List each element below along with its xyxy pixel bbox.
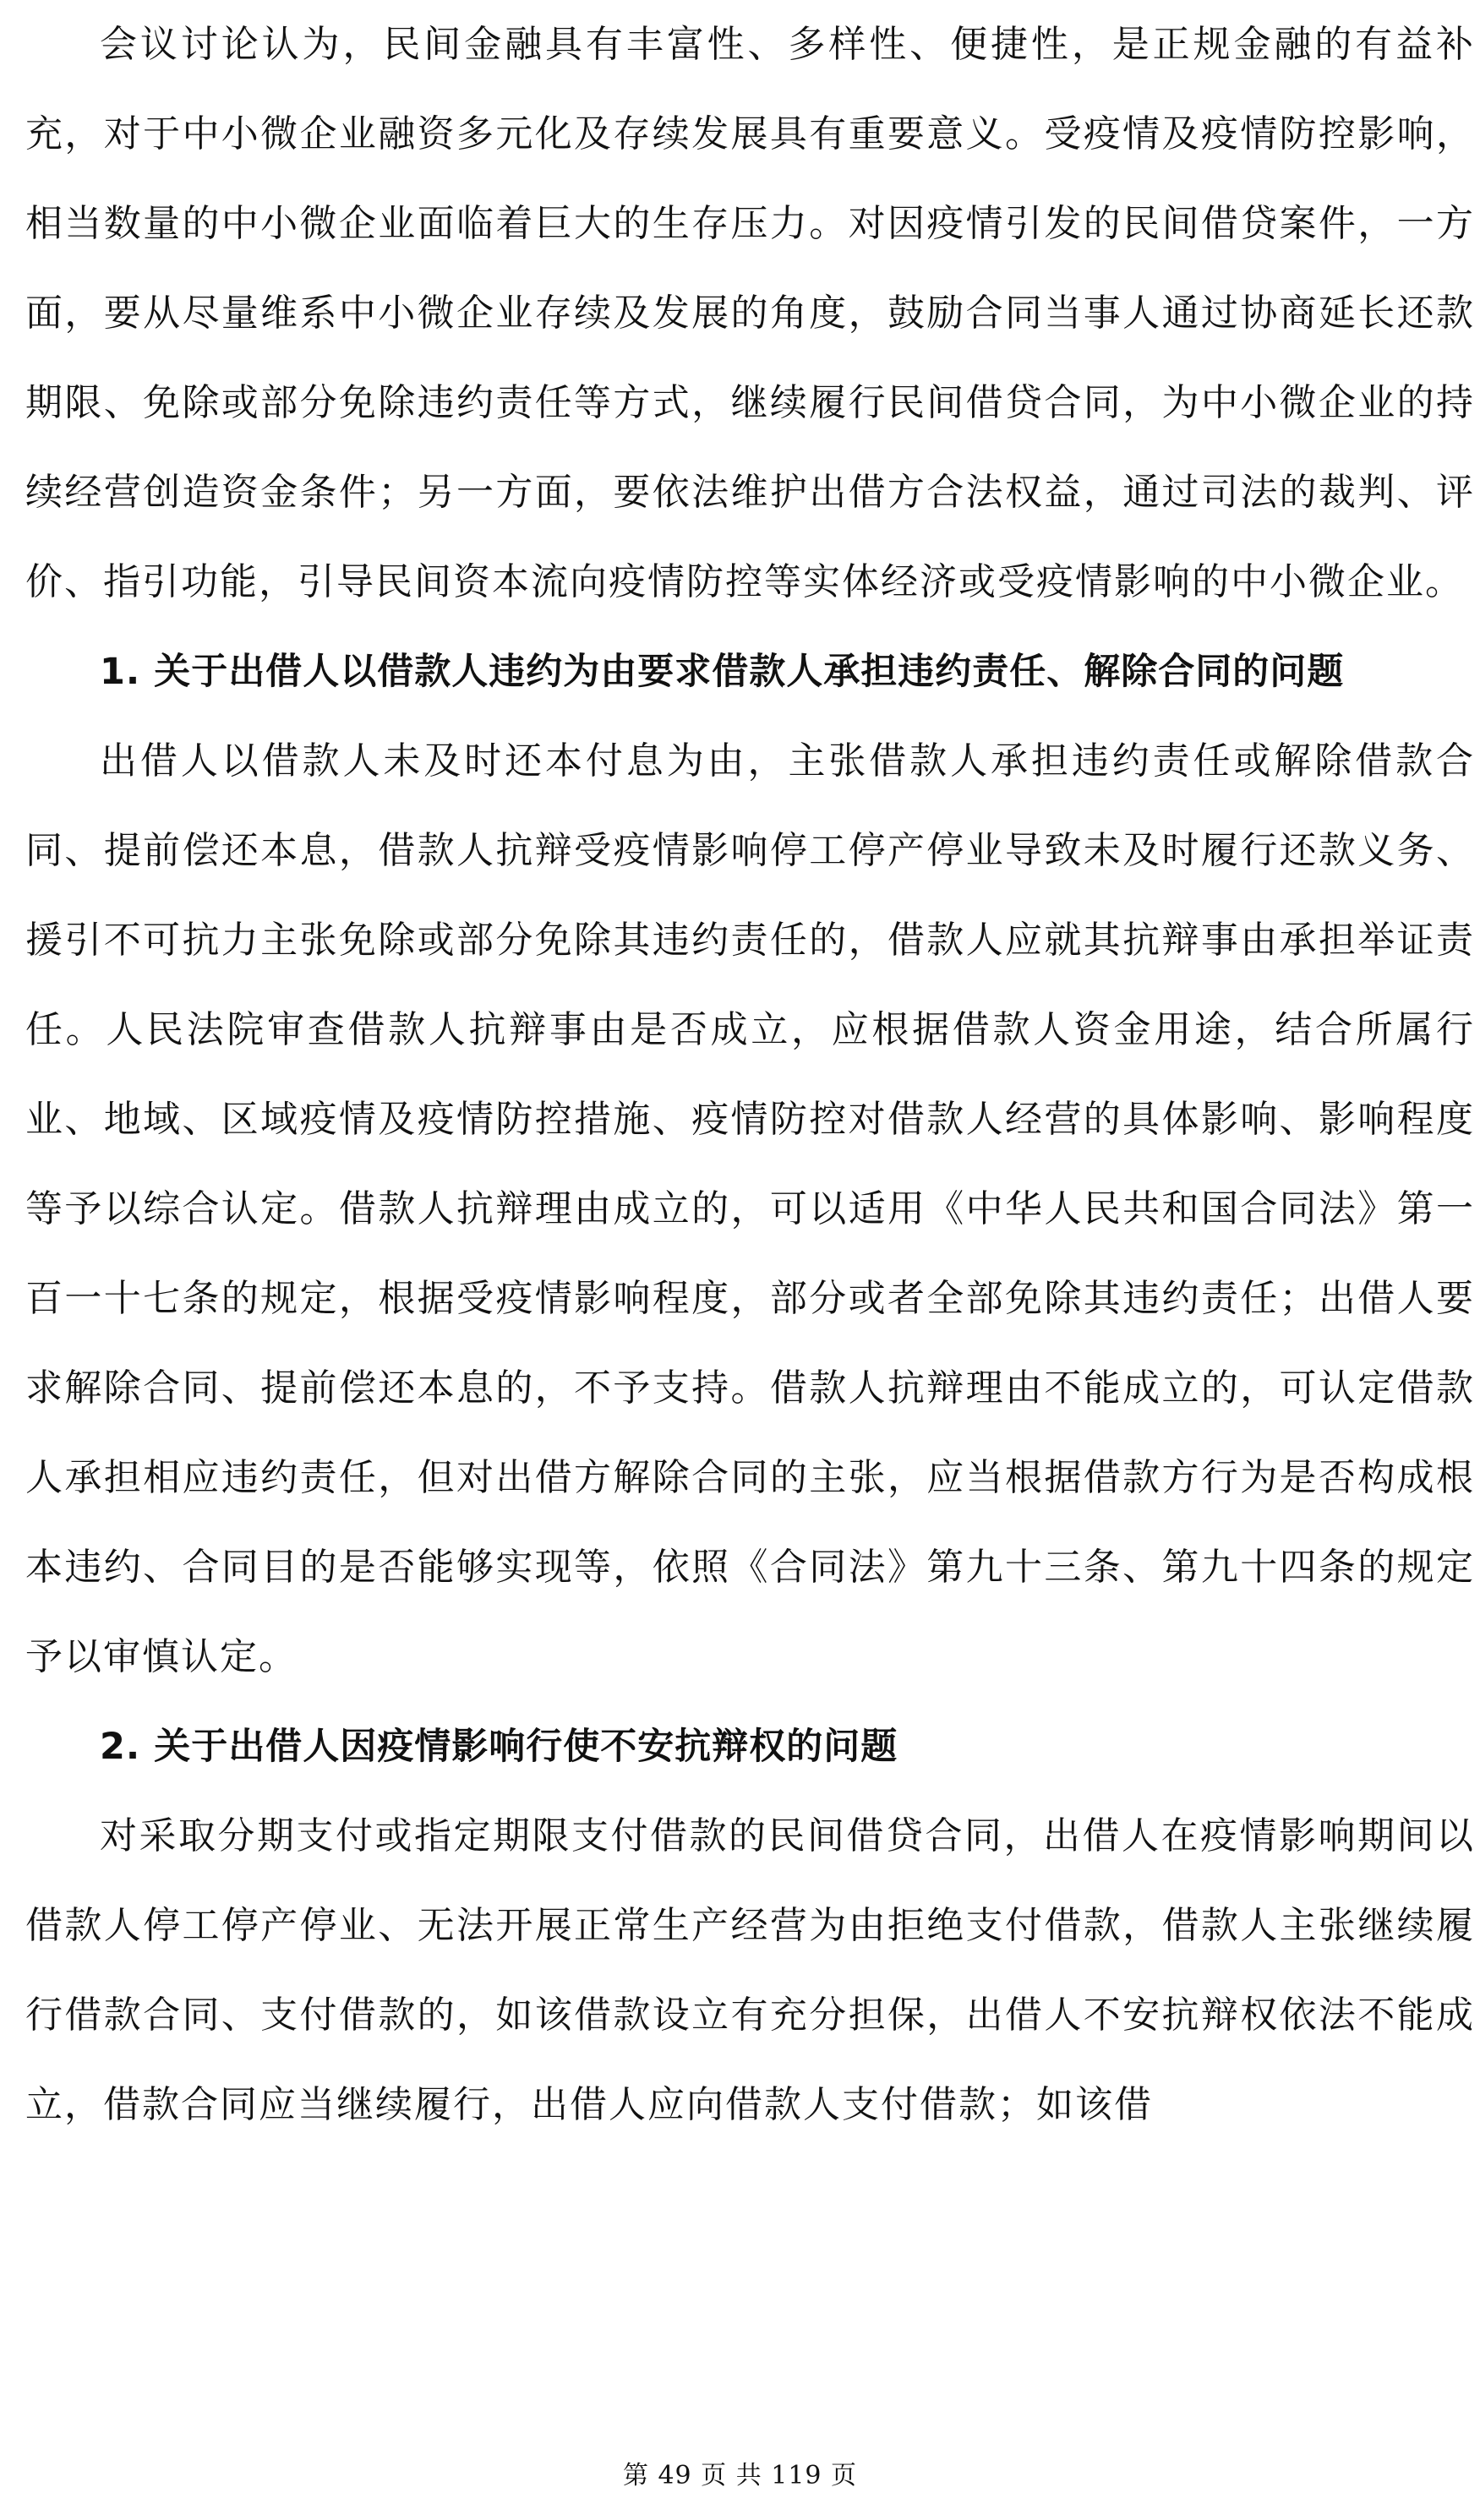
document-body: [25, 0, 1475, 2150]
paragraph-section-2: 对采取分期支付或指定期限支付借款的民间借贷合同，出借人在疫情影响期间以借款人停工停产停业、无法开展正常生产经营为由拒绝支付借款，借款人主张继续履行借款合同、支付借款的，如该借款设立有充分担保，出借人不安抗辩权依法不能成立，借款合同应当继续履行，出借人应向借款人支付借款；如该借: [25, 1814, 1475, 2126]
heading-section-1: 1. 关于出借人以借款人违约为由要求借款人承担违约责任、解除合同的问题: [100, 651, 1345, 693]
page-number-footer: 第 49 页 共 119 页: [622, 2461, 858, 2490]
heading-section-2: 2. 关于出借人因疫情影响行使不安抗辩权的问题: [100, 1726, 898, 1768]
paragraph-section-1: 出借人以借款人未及时还本付息为由，主张借款人承担违约责任或解除借款合同、提前偿还本息，借款人抗辩受疫情影响停工停产停业导致未及时履行还款义务、援引不可抗力主张免除或部分免除其违约责任的，借款人应就其抗辩事由承担举证责任。人民法院审查借款人抗辩事由是否成立，应根据借款人资金用途，结合所属行业、地域、区域疫情及疫情防控措施、疫情防控对借款人经营的具体影响、影响程度等予以综合认定。借款人抗辩理由成立的，可以适用《中华人民共和国合同法》第一百一十七条的规定，根据受疫情影响程度，部分或者全部免除其违约责任；出借人要求解除合同、提前偿还本息的，不予支持。借款人抗辩理由不能成立的，可认定借款人承担相应违约责任，但对出借方解除合同的主张，应当根据借款方行为是否构成根本违约、合同目的是否能够实现等，依照《合同法》第九十三条、第九十四条的规定予以审慎认定。: [25, 739, 1475, 1678]
paragraph-meeting-discussion: 会议讨论认为，民间金融具有丰富性、多样性、便捷性，是正规金融的有益补充，对于中小微企业融资多元化及存续发展具有重要意义。受疫情及疫情防控影响，相当数量的中小微企业面临着巨大的生存压力。对因疫情引发的民间借贷案件，一方面，要从尽量维系中小微企业存续及发展的角度，鼓励合同当事人通过协商延长还款期限、免除或部分免除违约责任等方式，继续履行民间借贷合同，为中小微企业的持续经营创造资金条件；另一方面，要依法维护出借方合法权益，通过司法的裁判、评价、指引功能，引导民间资本流向疫情防控等实体经济或受疫情影响的中小微企业。: [25, 23, 1475, 603]
